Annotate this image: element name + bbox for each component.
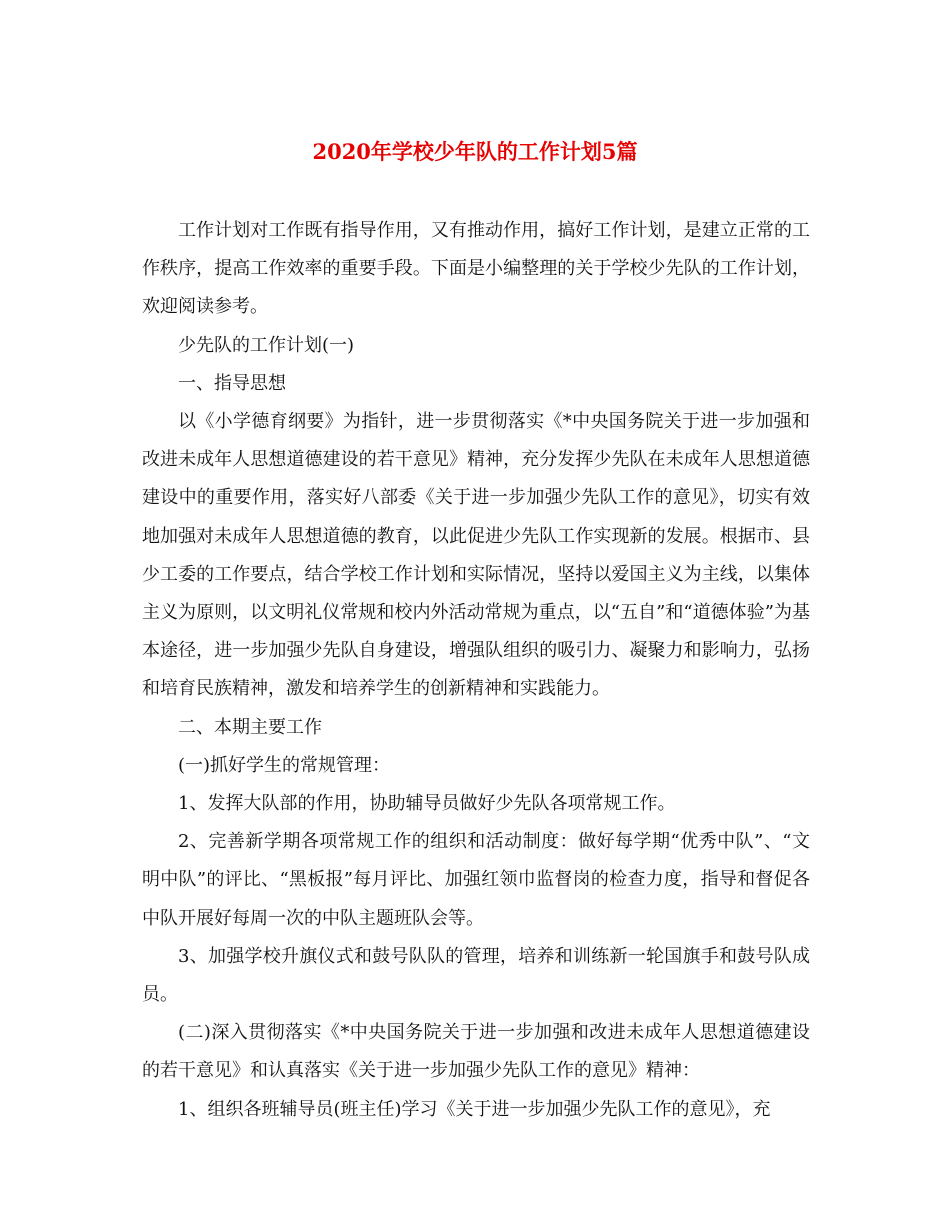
paragraph-section-heading-1: 一、指导思想 <box>178 372 286 394</box>
paragraph-item-4: 1、组织各班辅导员(班主任)学习《关于进一步加强少先队工作的意见》，充 <box>178 1098 771 1120</box>
paragraph-guiding-thought: 以《小学德育纲要》为指针，进一步贯彻落实《*中央国务院关于进一步加强和改进未成年人思想道德建设的若干意见》精神，充分发挥少先队在未成年人思想道德建设中的重要作用，落实好八部委《关于进一步加强少先队工作的意见》，切实有效地加强对未成年人思想道德的教育，以此促进少先队工作实现新的发展。根据市、县少工委的工作要点，结合学校工作计划和实际情况，坚持以爱国主义为主线，以集体主义为原则，以文明礼仪常规和校内外活动常规为重点，以“五自”和“道德体验”为基本途径，进一步加强少先队自身建设，增强队组织的吸引力、凝聚力和影响力，弘扬和培育民族精神，激发和培养学生的创新精神和实践能力。 <box>142 411 810 700</box>
document-title: 2020年学校少年队的工作计划5篇 <box>312 139 638 164</box>
paragraph-intro: 工作计划对工作既有指导作用，又有推动作用，搞好工作计划，是建立正常的工作秩序，提高工作效率的重要手段。下面是小编整理的关于学校少先队的工作计划，欢迎阅读参考。 <box>142 220 810 318</box>
paragraph-subheading-2: (二)深入贯彻落实《*中央国务院关于进一步加强和改进未成年人思想道德建设的若干意见》和认真落实《关于进一步加强少先队工作的意见》精神： <box>142 1022 810 1082</box>
paragraph-plan-heading: 少先队的工作计划(一) <box>178 334 355 356</box>
document-body <box>142 212 810 1129</box>
paragraph-subheading-1: (一)抓好学生的常规管理： <box>178 754 391 776</box>
paragraph-section-heading-2: 二、本期主要工作 <box>178 716 322 738</box>
paragraph-item-1: 1、发挥大队部的作用，协助辅导员做好少先队各项常规工作。 <box>178 793 676 815</box>
paragraph-item-3: 3、加强学校升旗仪式和鼓号队队的管理，培养和训练新一轮国旗手和鼓号队成员。 <box>142 945 810 1006</box>
paragraph-item-2: 2、完善新学期各项常规工作的组织和活动制度：做好每学期“优秀中队”、“文明中队”的评比、“黑板报”每月评比、加强红领巾监督岗的检查力度，指导和督促各中队开展好每周一次的中队主题班队会等。 <box>142 831 810 929</box>
